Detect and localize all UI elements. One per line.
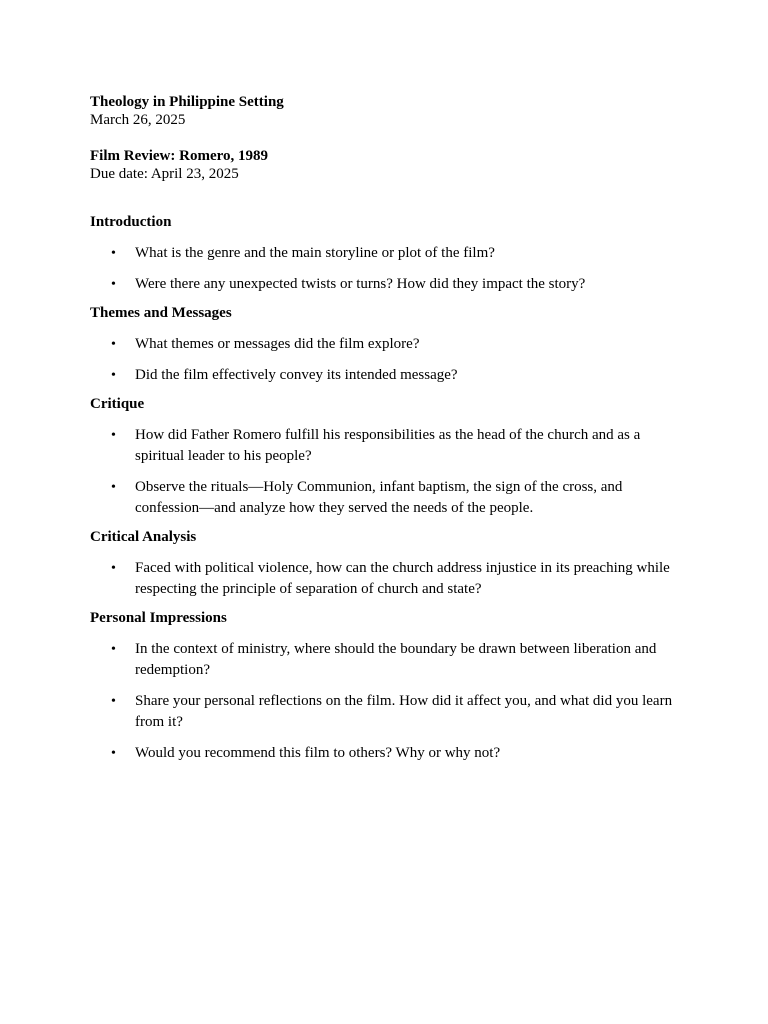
- section-heading: Themes and Messages: [90, 305, 232, 321]
- bullet-icon: •: [111, 246, 116, 261]
- list-item: [90, 274, 690, 295]
- section-critical-analysis: [90, 528, 690, 600]
- bullet-icon: •: [111, 277, 116, 292]
- bullet-icon: •: [111, 561, 116, 576]
- list-item-text: Would you recommend this film to others? Why or why not?: [135, 745, 501, 761]
- bullet-icon: •: [111, 428, 116, 443]
- bullet-icon: •: [111, 642, 116, 657]
- list-item: [90, 691, 690, 733]
- section-heading: Personal Impressions: [90, 610, 227, 626]
- section-critique: [90, 395, 690, 519]
- list-item-text: Did the film effectively convey its intended message?: [135, 367, 458, 383]
- bullet-icon: •: [111, 368, 116, 383]
- course-title: Theology in Philippine Setting: [90, 94, 284, 110]
- bullet-icon: •: [111, 337, 116, 352]
- assignment-block: [90, 147, 690, 183]
- list-item-text: What is the genre and the main storyline or plot of the film?: [135, 245, 495, 261]
- bullet-icon: •: [111, 694, 116, 709]
- list-item-text: Share your personal reflections on the film. How did it affect you, and what did you learn from it?: [135, 693, 673, 730]
- list-item-text: Were there any unexpected twists or turns? How did they impact the story?: [135, 276, 586, 292]
- list-item: [90, 558, 690, 600]
- list-item-text: How did Father Romero fulfill his responsibilities as the head of the church and as a spiritual leader to his people?: [135, 427, 641, 464]
- course-block: [90, 93, 690, 129]
- due-date: Due date: April 23, 2025: [90, 166, 239, 182]
- list-item: [90, 365, 690, 386]
- section-personal-impressions: [90, 609, 690, 764]
- bullet-icon: •: [111, 480, 116, 495]
- bullet-list: [90, 425, 690, 519]
- section-heading: Introduction: [90, 214, 172, 230]
- list-item-text: What themes or messages did the film explore?: [135, 336, 420, 352]
- section-introduction: [90, 213, 690, 295]
- document-page: [90, 93, 690, 764]
- list-item: [90, 243, 690, 264]
- list-item-text: In the context of ministry, where should the boundary be drawn between liberation and redemption?: [135, 641, 657, 678]
- list-item: [90, 334, 690, 355]
- bullet-icon: •: [111, 746, 116, 761]
- document-date: March 26, 2025: [90, 112, 186, 128]
- bullet-list: [90, 334, 690, 386]
- section-heading: Critical Analysis: [90, 529, 197, 545]
- list-item: [90, 477, 690, 519]
- list-item-text: Observe the rituals—Holy Communion, infant baptism, the sign of the cross, and confession—and analyze how they served the needs of the people.: [135, 479, 623, 516]
- bullet-list: [90, 558, 690, 600]
- assignment-title: Film Review: Romero, 1989: [90, 148, 269, 164]
- bullet-list: [90, 639, 690, 764]
- list-item: [90, 425, 690, 467]
- list-item: [90, 639, 690, 681]
- section-heading: Critique: [90, 396, 145, 412]
- section-themes-and-messages: [90, 304, 690, 386]
- bullet-list: [90, 243, 690, 295]
- review-sections: [90, 213, 690, 764]
- list-item-text: Faced with political violence, how can the church address injustice in its preaching while respecting the principle of separation of church and state?: [135, 560, 670, 597]
- list-item: [90, 743, 690, 764]
